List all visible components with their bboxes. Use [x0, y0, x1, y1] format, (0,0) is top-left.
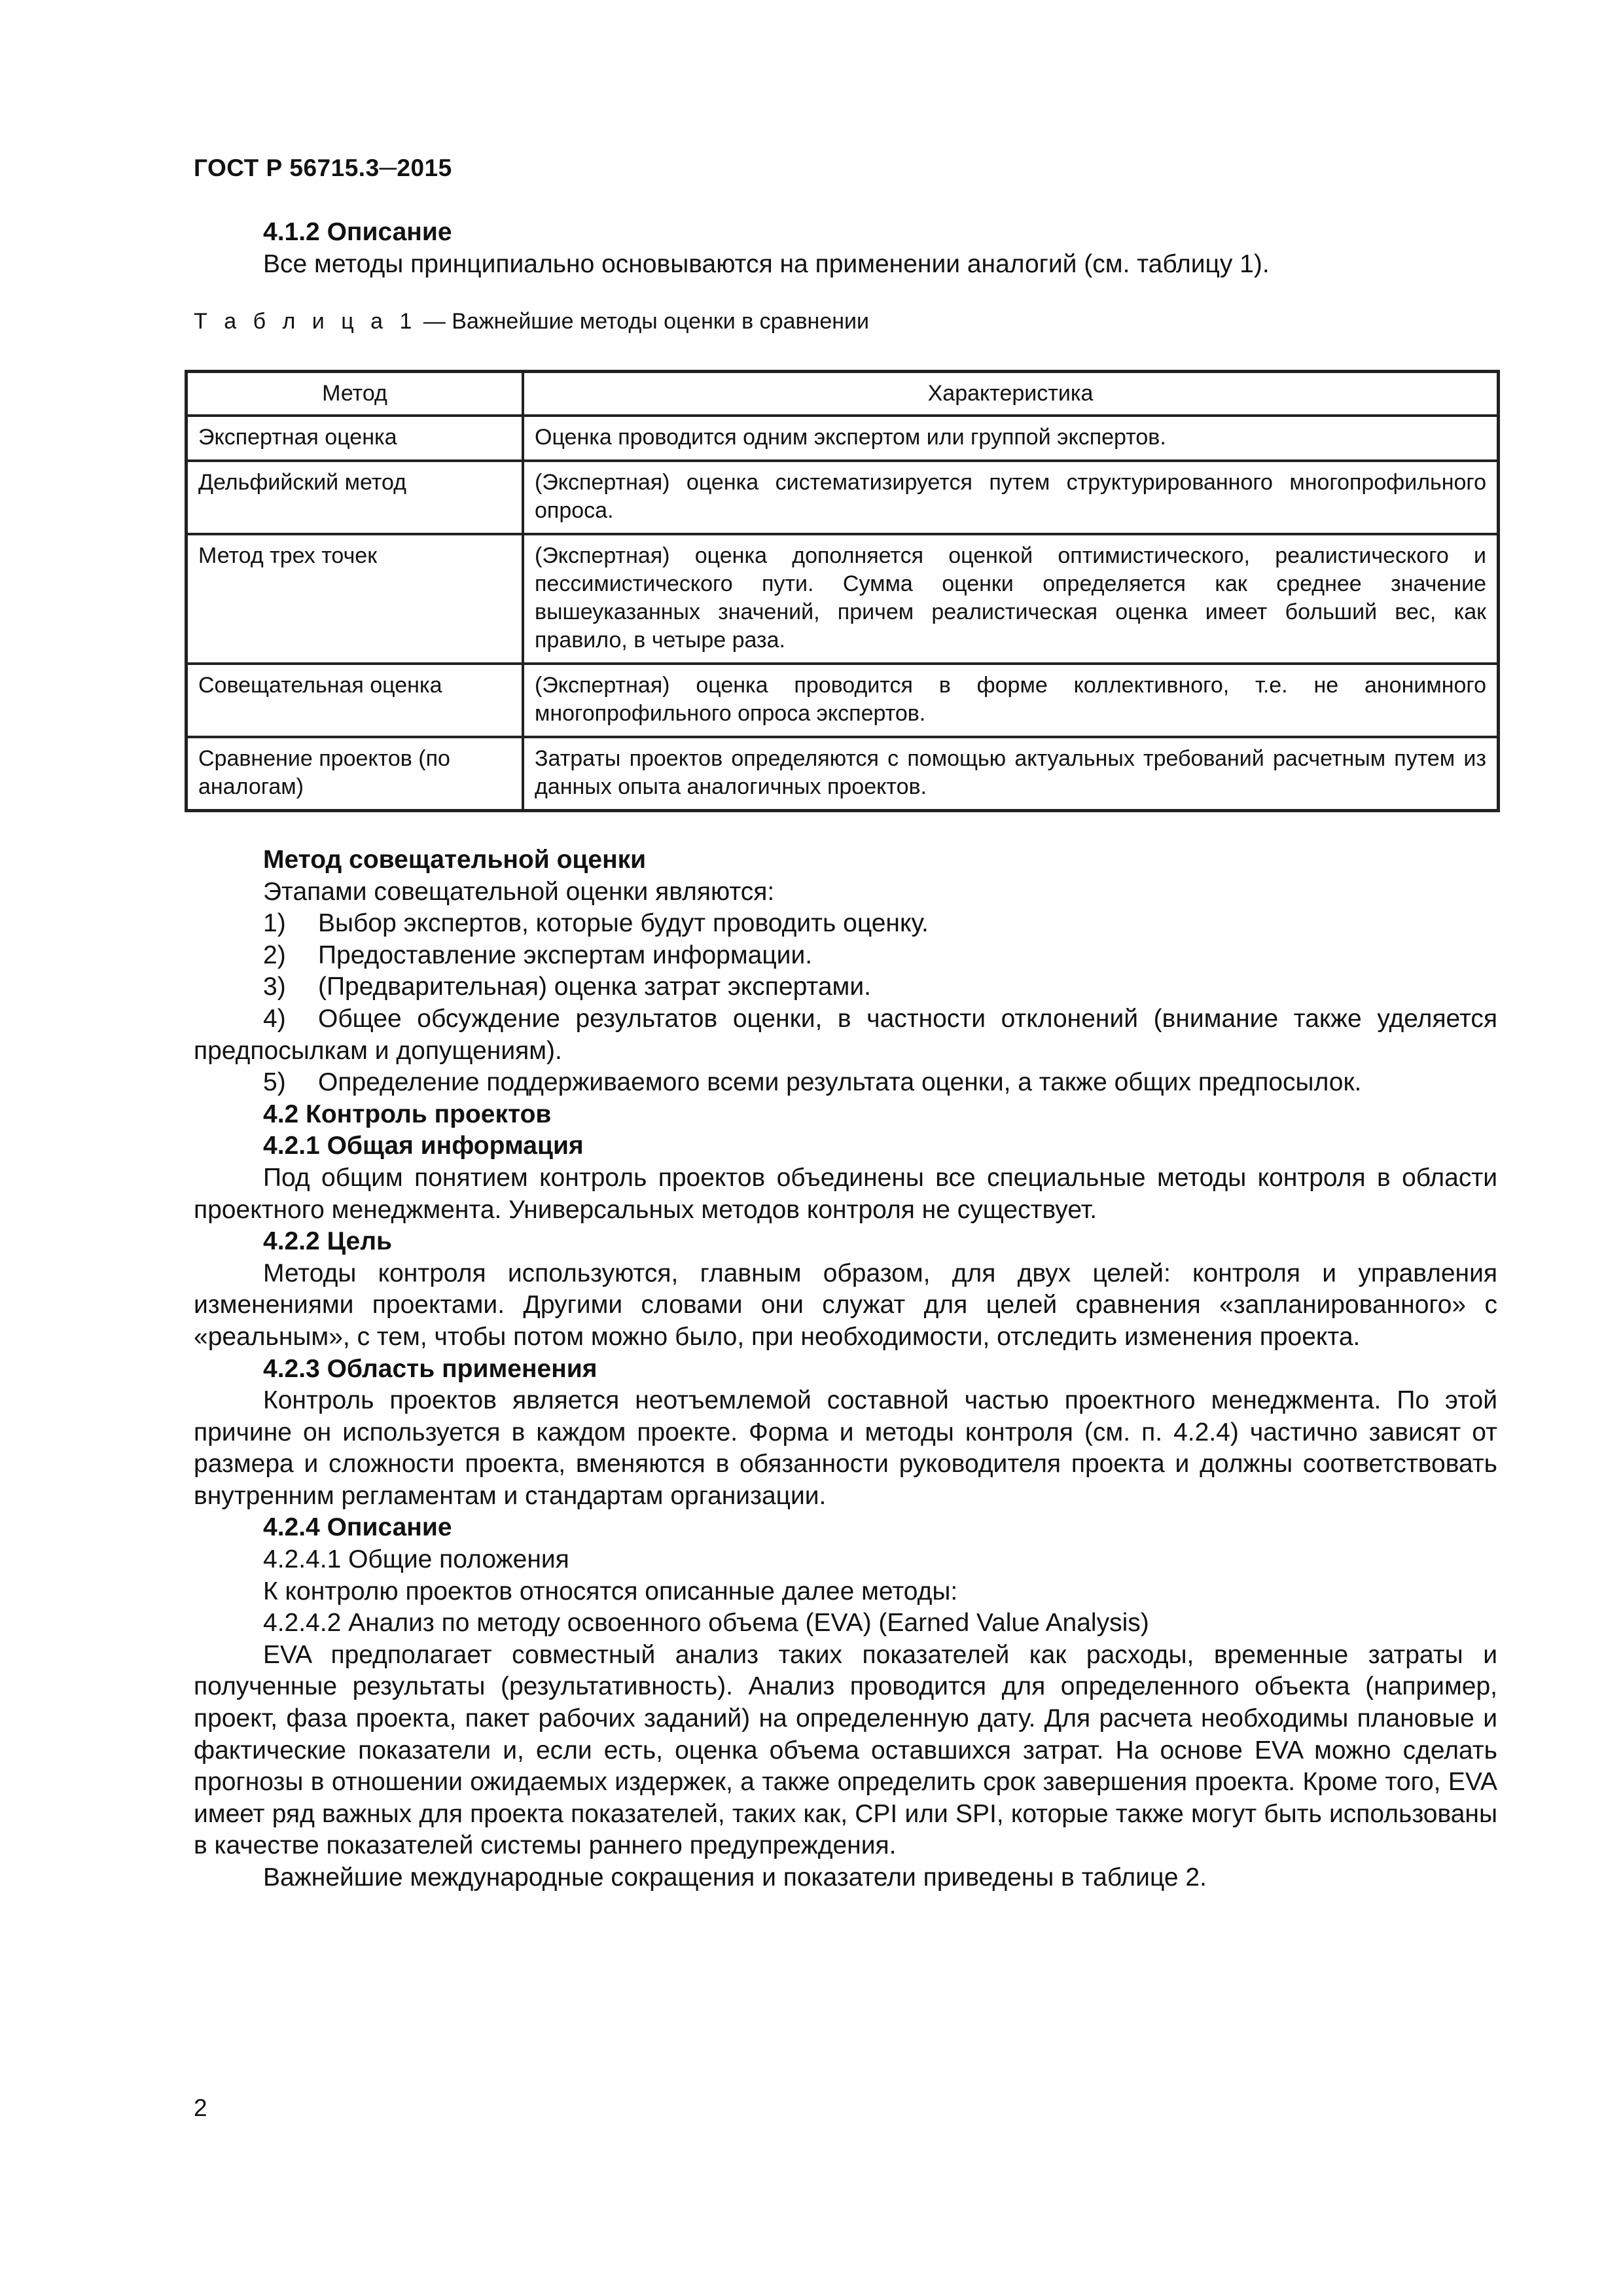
table-header-row [187, 372, 1498, 416]
subsection-heading: 4.2.1 Общая информация [263, 1132, 584, 1160]
section-heading: 4.1.2 Описание [263, 218, 452, 246]
list-number: 4) [263, 1004, 286, 1033]
body-text [194, 844, 1497, 1894]
paragraph: Контроль проектов является неотъемлемой составной частью проектного менеджмента. По этой причине он используется в каждом проекте. Форма и методы контроля (см. п. 4.2.4) частично зависят от размера и сложности проекта, вменяются в обязанности руководителя проекта и должны соответствовать внутренним регламентам и стандартам организации. [194, 1386, 1497, 1510]
column-header-method: Метод [187, 372, 523, 416]
table-row [187, 416, 1498, 461]
characteristic-cell: (Экспертная) оценка проводится в форме коллективного, т.е. не анонимного многопрофильного опроса экспертов. [523, 664, 1498, 737]
section-heading: 4.2 Контроль проектов [263, 1100, 552, 1128]
list-item [194, 940, 1497, 972]
column-header-characteristic: Характеристика [523, 372, 1498, 416]
list-number: 2) [263, 941, 286, 969]
list-text: Общее обсуждение результатов оценки, в частности отклонений (внимание также уделяется предпосылкам и допущениям). [194, 1004, 1497, 1065]
paragraph: Все методы принципиально основываются на применении аналогий (см. таблицу 1). [263, 250, 1270, 278]
list-item [194, 1067, 1497, 1099]
paragraph: Под общим понятием контроль проектов объединены все специальные методы контроля в области проектного менеджмента. Универсальных методов контроля не существует. [194, 1163, 1497, 1224]
method-cell: Совещательная оценка [187, 664, 523, 737]
method-cell: Сравнение проектов (по аналогам) [187, 737, 523, 810]
page-number: 2 [194, 2094, 207, 2121]
paragraph: К контролю проектов относятся описанные далее методы: [263, 1577, 958, 1605]
table-caption [194, 309, 869, 334]
table-caption-label: Т а б л и ц а 1 [194, 309, 418, 334]
subsection-heading: 4.2.2 Цель [263, 1227, 392, 1256]
document-header: ГОСТ Р 56715.3─2015 [194, 154, 452, 181]
characteristic-cell: Оценка проводится одним экспертом или группой экспертов. [523, 416, 1498, 461]
section-4-1-2 [194, 216, 1497, 280]
subsection-heading: 4.2.3 Область применения [263, 1354, 597, 1383]
characteristic-cell: Затраты проектов определяются с помощью актуальных требований расчетным путем из данных опыта аналогичных проектов. [523, 737, 1498, 810]
paragraph: EVA предполагает совместный анализ таких показателей как расходы, временные затраты и полученные результаты (результативность). Анализ проводится для определенного объекта (например, проект, фаза проекта, пакет рабочих заданий) на определенную дату. Для расчета необходимы плановые и фактические показатели и, если есть, оценка объема оставшихся затрат. На основе EVA можно сделать прогнозы в отношении ожидаемых издержек, а также определить срок завершения проекта. Кроме того, EVA имеет ряд важных для проекта показателей, таких как, CPI или SPI, которые также могут быть использованы в качестве показателей системы раннего предупреждения. [194, 1640, 1497, 1860]
characteristic-cell: (Экспертная) оценка дополняется оценкой оптимистического, реалистического и пессимистического пути. Сумма оценки определяется как среднее значение вышеуказанных значений, причем реалистическая оценка имеет больший вес, как правило, в четыре раза. [523, 534, 1498, 664]
table-row [187, 534, 1498, 664]
list-text: Предоставление экспертам информации. [318, 941, 813, 969]
list-text: Выбор экспертов, которые будут проводить оценку. [318, 909, 929, 938]
meeting-heading: Метод совещательной оценки [263, 846, 647, 874]
methods-table [185, 370, 1500, 812]
meeting-intro: Этапами совещательной оценки являются: [263, 877, 775, 906]
list-item [194, 1003, 1497, 1067]
characteristic-cell: (Экспертная) оценка систематизируется путем структурированного многопрофильного опроса. [523, 461, 1498, 534]
method-cell: Экспертная оценка [187, 416, 523, 461]
table-row [187, 664, 1498, 737]
list-number: 1) [263, 909, 286, 938]
table-row [187, 737, 1498, 810]
method-cell: Метод трех точек [187, 534, 523, 664]
list-number: 3) [263, 973, 286, 1001]
list-item [194, 908, 1497, 940]
list-text: (Предварительная) оценка затрат экспертами. [318, 973, 871, 1001]
paragraph: Важнейшие международные сокращения и показатели приведены в таблице 2. [263, 1863, 1207, 1892]
table-caption-text: — Важнейшие методы оценки в сравнении [417, 309, 869, 334]
list-item [194, 971, 1497, 1003]
paragraph: Методы контроля используются, главным образом, для двух целей: контроля и управления изменениями проектами. Другими словами они служат для целей сравнения «запланированного» с «реальным», с тем, чтобы потом можно было, при необходимости, отследить изменения проекта. [194, 1259, 1497, 1351]
table-row [187, 461, 1498, 534]
subsection-heading: 4.2.4 Описание [263, 1513, 452, 1542]
list-text: Определение поддерживаемого всеми результата оценки, а также общих предпосылок. [318, 1068, 1362, 1097]
clause-heading: 4.2.4.1 Общие положения [263, 1545, 569, 1574]
method-cell: Дельфийский метод [187, 461, 523, 534]
list-number: 5) [263, 1068, 286, 1097]
clause-heading: 4.2.4.2 Анализ по методу освоенного объема (EVA) (Earned Value Analysis) [263, 1609, 1149, 1638]
